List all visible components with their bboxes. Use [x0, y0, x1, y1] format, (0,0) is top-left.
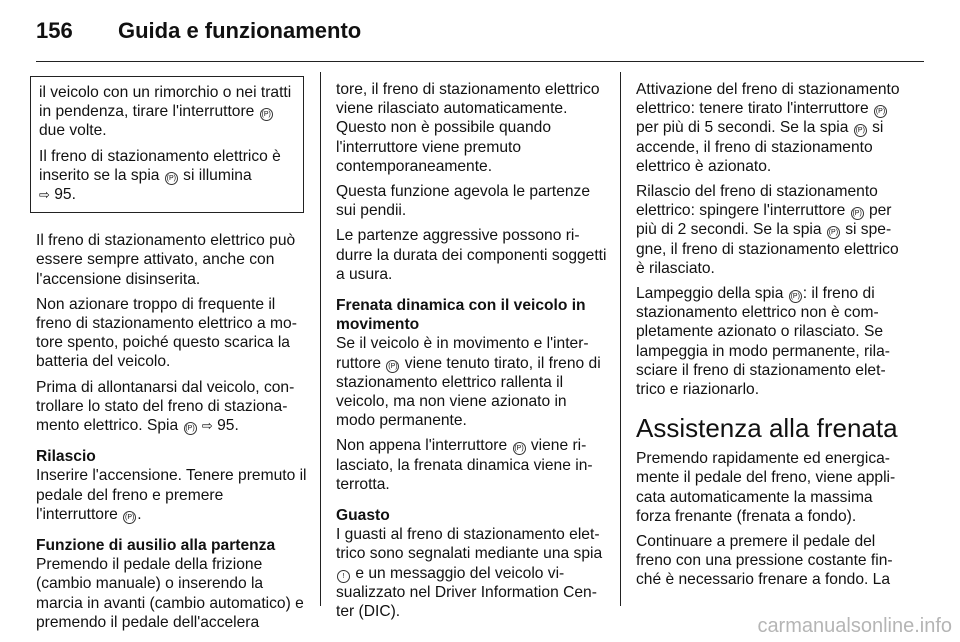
paragraph: tore, il freno di stazionamento elettrico viene rilasciato automaticamente. Questo non è possibile quando l'interruttore viene premuto contemporaneamente.	[336, 81, 600, 175]
paragraph: Le partenze aggressive possono ridurre la durata dei componenti soggetti a usura.	[336, 227, 607, 283]
paragraph: Il freno di stazionamento elettrico può essere sempre attivato, anche con l'accensione disinserita.	[36, 232, 296, 288]
parking-brake-icon: (P)	[165, 172, 178, 185]
paragraph: Non appena l'interruttore (P) viene rilasciato, la frenata dinamica viene interrotta.	[336, 437, 593, 493]
paragraph: Premendo il pedale della frizione (cambio manuale) o inserendo la marcia in avanti (cambio automatico) e premendo il pedale dell'accelera	[36, 556, 304, 631]
section-title-assistenza-frenata: Assistenza alla frenata	[636, 413, 898, 444]
parking-brake-icon: (P)	[260, 108, 273, 121]
parking-brake-icon: (P)	[874, 105, 887, 118]
subheading-ausilio-partenza: Funzione di ausilio alla partenza	[36, 537, 276, 555]
paragraph: Rilascio del freno di stazionamento elettrico: spingere l'interruttore (P) per più di 2 secondi. Se la spia (P) si spegne, il freno di stazionamento elettrico è rilasciato.	[636, 183, 899, 277]
column-1	[36, 76, 308, 638]
parking-brake-icon: (P)	[513, 442, 526, 455]
page-header	[0, 0, 960, 64]
paragraph: Non azionare troppo di frequente il freno di stazionamento elettrico a motore spento, poiché questo scarica la batteria del veicolo.	[36, 295, 297, 371]
paragraph: Se il veicolo è in movimento e l'interruttore (P) viene tenuto tirato, il freno di stazionamento elettrico rallenta il veicolo, ma non viene azionato in modo permanente.	[336, 335, 601, 430]
watermark: carmanualsonline.info	[757, 615, 952, 637]
note-paragraph-2: Il freno di stazionamento elettrico è inserito se la spia (P) si illumina ⇨ 95.	[39, 147, 281, 204]
page-reference-icon: ⇨	[39, 187, 50, 203]
parking-brake-icon: (P)	[184, 422, 197, 435]
paragraph: Premendo rapidamente ed energicamente il pedale del freno, viene applicata automaticamente la massima forza frenante (frenata a fondo).	[636, 450, 896, 525]
paragraph: Prima di allontanarsi dal veicolo, controllare lo stato del freno di stazionamento elettrico. Spia (P) ⇨ 95.	[36, 378, 295, 435]
paragraph: Lampeggio della spia (P) : il freno di stazionamento elettrico non è completamente azionato o rilasciato. Se lampeggia in modo permanente, rilasciare il freno di stazionamento elettrico e riazionarlo.	[636, 285, 890, 399]
page-reference-icon: ⇨	[201, 418, 213, 434]
parking-brake-icon: (P)	[386, 360, 399, 373]
parking-brake-icon: (P)	[123, 511, 136, 524]
note-paragraph-1: il veicolo con un rimorchio o nei tratti in pendenza, tirare l'interruttore (P) due volte.	[39, 84, 292, 140]
parking-brake-icon: (P)	[854, 124, 867, 137]
column-3	[636, 80, 908, 596]
page-number: 156	[36, 18, 73, 43]
subheading-frenata-dinamica: Frenata dinamica con il veicolo in movimento	[336, 297, 586, 334]
warning-light-icon: !	[337, 570, 350, 583]
paragraph: I guasti al freno di stazionamento elettrico sono segnalati mediante una spia ! e un messaggio del veicolo visualizzato nel Driver Information Center (DIC).	[336, 526, 603, 621]
column-divider-1	[320, 72, 321, 606]
parking-brake-icon: (P)	[827, 226, 840, 239]
page-title: Guida e funzionamento	[118, 18, 362, 43]
column-divider-2	[620, 72, 621, 606]
paragraph: Inserire l'accensione. Tenere premuto il pedale del freno e premere l'interruttore (P) .	[36, 467, 307, 523]
header-divider	[36, 61, 924, 62]
parking-brake-icon: (P)	[851, 207, 864, 220]
parking-brake-icon: (P)	[789, 290, 802, 303]
paragraph: Continuare a premere il pedale del freno con una pressione costante finché è necessario frenare a fondo. La	[636, 533, 893, 589]
column-2	[336, 80, 608, 627]
subheading-rilascio: Rilascio	[36, 448, 96, 466]
subheading-guasto: Guasto	[336, 507, 390, 525]
paragraph: Questa funzione agevola le partenze sui pendii.	[336, 183, 591, 220]
note-box	[30, 76, 304, 213]
paragraph: Attivazione del freno di stazionamento elettrico: tenere tirato l'interruttore (P) per più di 5 secondi. Se la spia (P) si accende, il freno di stazionamento elettrico è azionato.	[636, 81, 900, 175]
